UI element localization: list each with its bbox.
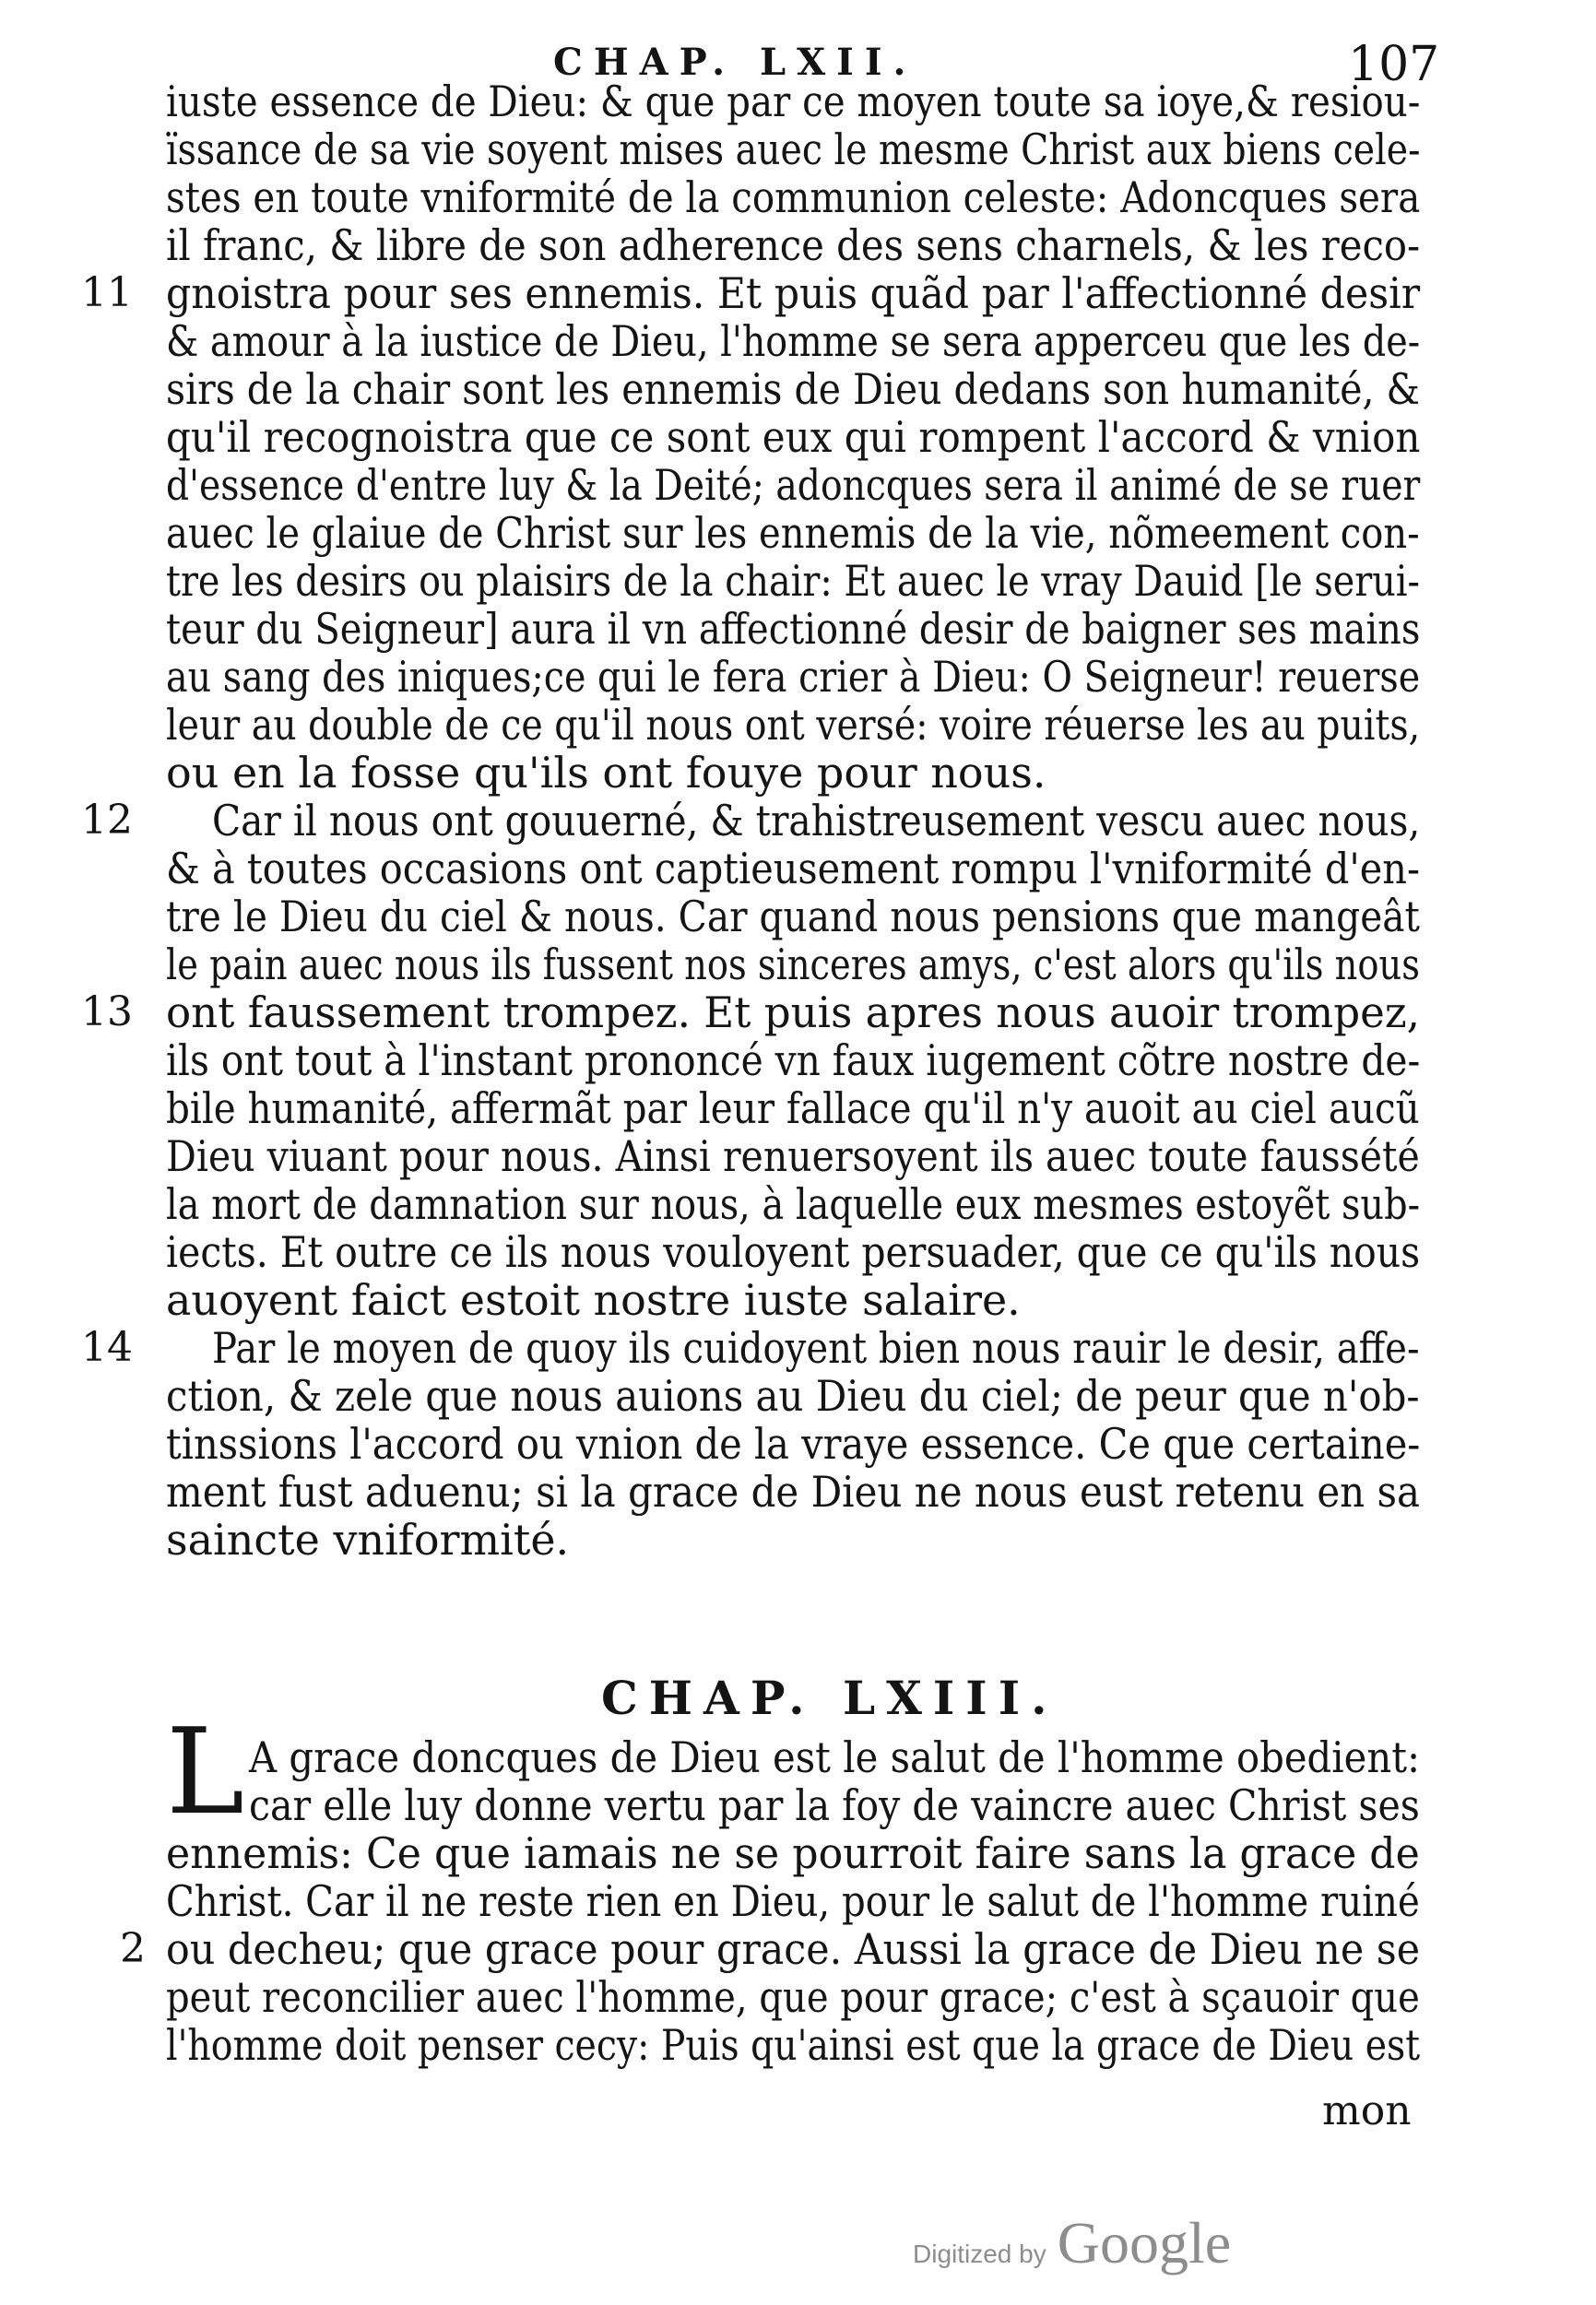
text-line: ennemis: Ce que iamais ne se pourroit faire sans la grace de (166, 1828, 1420, 1878)
text-line: d'essence d'entre luy & la Deité; adoncques sera il animé de se ruer (166, 460, 1421, 510)
text-line: teur du Seigneur] aura il vn affectionné desir de baigner ses mains (166, 604, 1421, 654)
text-line: ment fust aduenu; si la grace de Dieu ne nous eust retenu en sa (166, 1467, 1421, 1517)
text-line: l'homme doit penser cecy: Puis qu'ainsi est que la grace de Dieu est (166, 2020, 1421, 2070)
text-line: la mort de damnation sur nous, à laquelle eux mesmes estoyẽt sub- (166, 1179, 1421, 1229)
text-line: Dieu viuant pour nous. Ainsi renuersoyent ils auec toute faussété (166, 1131, 1420, 1181)
text-line: ou decheu; que grace pour grace. Aussi la grace de Dieu ne se (166, 1924, 1421, 1974)
text-line: & amour à la iustice de Dieu, l'homme se sera apperceu que les de- (166, 316, 1421, 366)
catchword: mon (1322, 2087, 1412, 2134)
text-line: Car il nous ont gouuerné, & trahistreusement vescu auec nous, (212, 796, 1421, 845)
drop-cap: L (166, 1704, 244, 1841)
google-logo: Google (1057, 2210, 1232, 2275)
text-line: peut reconcilier auec l'homme, que pour grace; c'est à sçauoir que (166, 1972, 1420, 2022)
text-line: ont faussement trompez. Et puis apres nous auoir trompez, (166, 987, 1420, 1037)
text-line: gnoistra pour ses ennemis. Et puis quãd par l'affectionné desir (166, 268, 1421, 318)
text-line: iects. Et outre ce ils nous vouloyent persuader, que ce qu'ils nous (166, 1227, 1421, 1277)
running-title: CHAP. LXII. (553, 41, 917, 84)
text-line: saincte vniformité. (166, 1515, 570, 1565)
text-line: tinssions l'accord ou vnion de la vraye essence. Ce que certaine- (166, 1419, 1421, 1469)
text-line: le pain auec nous ils fussent nos sinceres amys, c'est alors qu'ils nous (166, 940, 1420, 989)
text-line: ction, & zele que nous auions au Dieu du ciel; de peur que n'ob- (166, 1371, 1420, 1421)
digitized-by-label: Digitized by (913, 2240, 1046, 2268)
text-line: auoyent faict estoit nostre iuste salaire. (166, 1275, 1021, 1325)
text-line: qu'il recognoistra que ce sont eux qui rompent l'accord & vnion (166, 412, 1421, 462)
chapter-heading: CHAP. LXIII. (601, 1671, 1058, 1725)
text-line: tre le Dieu du ciel & nous. Car quand nous pensions que mangeât (166, 892, 1420, 941)
verse-number: 12 (81, 797, 133, 844)
text-line: auec le glaiue de Christ sur les ennemis de la vie, nõmeement con- (166, 508, 1420, 558)
text-line: ils ont tout à l'instant prononcé vn faux iugement cõtre nostre de- (166, 1035, 1421, 1085)
text-line: Christ. Car il ne reste rien en Dieu, pour le salut de l'homme ruiné (166, 1876, 1420, 1926)
verse-number: 14 (81, 1324, 133, 1371)
text-line: car elle luy donne vertu par la foy de vaincre auec Christ ses (249, 1780, 1420, 1830)
text-line: iuste essence de Dieu: & que par ce moyen toute sa ioye,& resiou- (166, 77, 1421, 126)
verse-number: 11 (81, 269, 133, 316)
text-line: au sang des iniques;ce qui le fera crier à Dieu: O Seigneur! reuerse (166, 652, 1421, 702)
text-line: & à toutes occasions ont captieusement rompu l'vniformité d'en- (166, 844, 1420, 893)
text-line: leur au double de ce qu'il nous ont versé: voire réuerse les au puits, (166, 700, 1421, 750)
text-line: Par le moyen de quoy ils cuidoyent bien nous rauir le desir, affe- (212, 1323, 1420, 1373)
text-line: stes en toute vniformité de la communion celeste: Adoncques sera (166, 172, 1421, 222)
text-line: il franc, & libre de son adherence des sens charnels, & les reco- (166, 220, 1421, 270)
text-line: A grace doncques de Dieu est le salut de l'homme obedient: (249, 1732, 1421, 1782)
text-line: sirs de la chair sont les ennemis de Dieu dedans son humanité, & (166, 364, 1420, 414)
text-line: tre les desirs ou plaisirs de la chair: Et auec le vray Dauid [le serui- (166, 556, 1420, 606)
text-line: bile humanité, affermãt par leur fallace qu'il n'y auoit au ciel aucũ (166, 1083, 1420, 1133)
text-line: ïssance de sa vie soyent mises auec le mesme Christ aux biens cele- (166, 124, 1421, 174)
verse-number: 13 (81, 988, 133, 1035)
digitized-footer (913, 2209, 1231, 2277)
verse-number: 2 (120, 1925, 146, 1972)
text-line: ou en la fosse qu'ils ont fouye pour nous. (166, 748, 1046, 798)
page-number: 107 (1348, 37, 1440, 92)
